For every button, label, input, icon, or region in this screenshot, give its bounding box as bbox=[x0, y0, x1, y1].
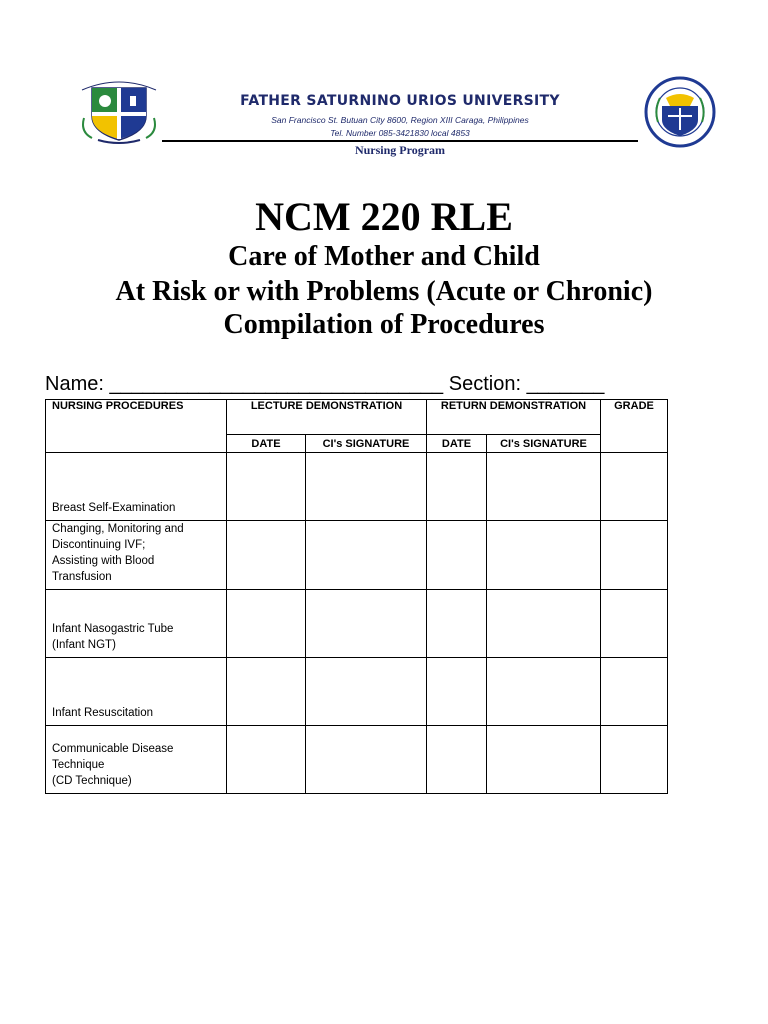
procedure-line: Communicable Disease bbox=[52, 743, 174, 755]
grade-cell[interactable] bbox=[601, 590, 668, 658]
lecture-signature-cell[interactable] bbox=[306, 658, 427, 726]
procedure-line: Breast Self-Examination bbox=[52, 502, 176, 514]
name-label: Name: bbox=[45, 373, 104, 395]
course-title-line-2: At Risk or with Problems (Acute or Chronic) bbox=[115, 276, 653, 307]
university-seal-icon bbox=[78, 76, 160, 144]
header-nursing-procedures: NURSING PROCEDURES bbox=[46, 400, 227, 453]
lecture-date-cell[interactable] bbox=[227, 521, 306, 590]
section-label: Section: bbox=[448, 373, 521, 395]
university-telephone: Tel. Number 085-3421830 local 4853 bbox=[330, 128, 470, 138]
grade-cell[interactable] bbox=[601, 453, 668, 521]
return-date-cell[interactable] bbox=[427, 726, 487, 794]
header-grade: GRADE bbox=[601, 400, 668, 453]
procedures-table bbox=[45, 399, 668, 794]
name-section-line bbox=[45, 373, 685, 396]
procedure-name bbox=[46, 726, 227, 794]
lecture-date-cell[interactable] bbox=[227, 453, 306, 521]
procedure-line: (Infant NGT) bbox=[52, 639, 116, 651]
table-row bbox=[46, 521, 668, 590]
course-title-line-3: Compilation of Procedures bbox=[223, 309, 545, 340]
return-signature-cell[interactable] bbox=[487, 658, 601, 726]
table-row bbox=[46, 453, 668, 521]
grade-cell[interactable] bbox=[601, 658, 668, 726]
lecture-signature-cell[interactable] bbox=[306, 726, 427, 794]
lecture-date-cell[interactable] bbox=[227, 590, 306, 658]
return-date-cell[interactable] bbox=[427, 453, 487, 521]
return-signature-cell[interactable] bbox=[487, 453, 601, 521]
university-name: FATHER SATURNINO URIOS UNIVERSITY bbox=[240, 93, 560, 109]
grade-cell[interactable] bbox=[601, 521, 668, 590]
name-field[interactable]: ______________________________ bbox=[109, 373, 444, 395]
table-row bbox=[46, 726, 668, 794]
return-signature-cell[interactable] bbox=[487, 521, 601, 590]
procedure-name bbox=[46, 590, 227, 658]
lecture-signature-cell[interactable] bbox=[306, 453, 427, 521]
procedure-line: Transfusion bbox=[52, 571, 112, 583]
letterhead bbox=[0, 0, 768, 170]
header-return-signature: CI's SIGNATURE bbox=[487, 435, 601, 453]
header-lecture-demonstration: LECTURE DEMONSTRATION bbox=[227, 400, 427, 435]
procedure-name bbox=[46, 453, 227, 521]
lecture-signature-cell[interactable] bbox=[306, 590, 427, 658]
procedure-name bbox=[46, 658, 227, 726]
course-title-line-1: Care of Mother and Child bbox=[228, 241, 540, 272]
procedure-line: (CD Technique) bbox=[52, 775, 132, 787]
return-date-cell[interactable] bbox=[427, 521, 487, 590]
lecture-signature-cell[interactable] bbox=[306, 521, 427, 590]
return-signature-cell[interactable] bbox=[487, 726, 601, 794]
header-divider bbox=[162, 140, 638, 142]
procedure-name bbox=[46, 521, 227, 590]
procedure-line: Discontinuing IVF; bbox=[52, 539, 146, 551]
procedure-line: Changing, Monitoring and bbox=[52, 523, 184, 535]
header-lecture-signature: CI's SIGNATURE bbox=[306, 435, 427, 453]
return-date-cell[interactable] bbox=[427, 658, 487, 726]
table-row bbox=[46, 658, 668, 726]
return-signature-cell[interactable] bbox=[487, 590, 601, 658]
header-lecture-date: DATE bbox=[227, 435, 306, 453]
return-date-cell[interactable] bbox=[427, 590, 487, 658]
section-field[interactable]: _______ bbox=[526, 373, 605, 395]
grade-cell[interactable] bbox=[601, 726, 668, 794]
procedure-line: Infant Resuscitation bbox=[52, 707, 154, 719]
course-code: NCM 220 RLE bbox=[255, 194, 513, 239]
table-header-row bbox=[46, 400, 668, 435]
procedure-line: Assisting with Blood bbox=[52, 555, 155, 567]
table-row bbox=[46, 590, 668, 658]
program-name: Nursing Program bbox=[354, 143, 446, 157]
nursing-program-seal-icon bbox=[644, 76, 716, 148]
header-return-date: DATE bbox=[427, 435, 487, 453]
lecture-date-cell[interactable] bbox=[227, 658, 306, 726]
procedure-line: Technique bbox=[52, 759, 105, 771]
university-address: San Francisco St. Butuan City 8600, Region XIII Caraga, Philippines bbox=[271, 115, 529, 125]
procedure-line: Infant Nasogastric Tube bbox=[52, 623, 174, 635]
lecture-date-cell[interactable] bbox=[227, 726, 306, 794]
header-return-demonstration: RETURN DEMONSTRATION bbox=[427, 400, 601, 435]
